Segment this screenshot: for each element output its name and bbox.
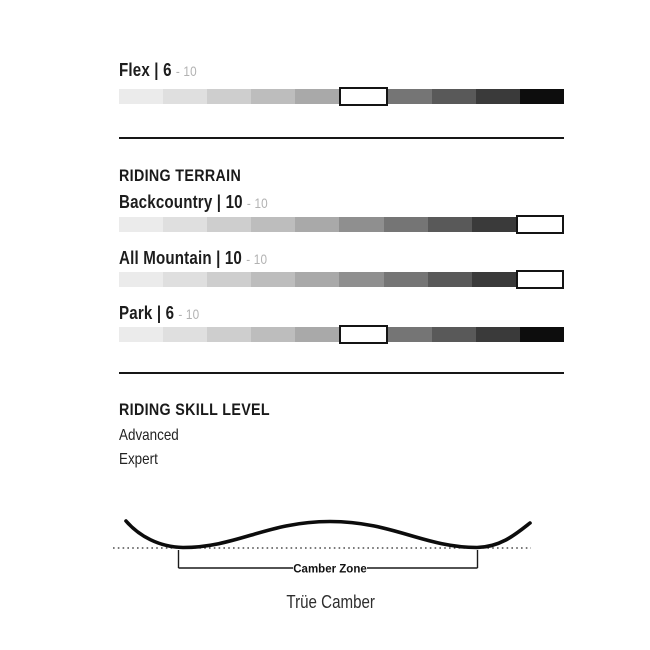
rating-highlight-segment xyxy=(516,270,564,289)
rating-segment xyxy=(428,272,472,287)
terrain-label-all-mountain: All Mountain | 10 - 10 xyxy=(119,248,268,268)
section-divider xyxy=(119,372,564,374)
rating-segment xyxy=(472,217,516,232)
skill-level-advanced: Advanced xyxy=(119,427,179,444)
rating-segment xyxy=(251,327,295,342)
camber-profile-curve xyxy=(126,521,530,548)
rating-segment xyxy=(384,217,428,232)
terrain-label-backcountry: Backcountry | 10 - 10 xyxy=(119,192,268,212)
flex-range: - 10 xyxy=(175,63,197,79)
rating-segment xyxy=(251,272,295,287)
rating-segment xyxy=(207,327,251,342)
rating-segment xyxy=(295,272,339,287)
rating-segment xyxy=(119,89,163,104)
rating-segment xyxy=(339,272,383,287)
terrain-label-park: Park | 6 - 10 xyxy=(119,303,200,323)
terrain-bar-backcountry xyxy=(119,217,564,232)
rating-segment xyxy=(163,89,207,104)
rating-segment xyxy=(520,327,564,342)
rating-segment xyxy=(520,89,564,104)
camber-diagram xyxy=(0,495,650,585)
skill-level-expert: Expert xyxy=(119,451,158,468)
rating-segment xyxy=(472,272,516,287)
rating-highlight-segment xyxy=(516,215,564,234)
rating-segment xyxy=(339,217,383,232)
terrain-bar-park xyxy=(119,327,564,342)
rating-segment xyxy=(119,217,163,232)
flex-title: Flex | 6 xyxy=(119,60,172,80)
rating-segment xyxy=(295,327,339,342)
rating-segment xyxy=(388,89,432,104)
rating-segment xyxy=(119,327,163,342)
camber-profile-name: Trüe Camber xyxy=(286,592,375,612)
riding-skill-heading: RIDING SKILL LEVEL xyxy=(119,400,270,419)
rating-segment xyxy=(295,89,339,104)
rating-highlight-segment xyxy=(339,87,387,106)
rating-segment xyxy=(207,217,251,232)
rating-segment xyxy=(163,217,207,232)
camber-zone-label: Camber Zone xyxy=(293,563,367,576)
rating-segment xyxy=(476,327,520,342)
section-divider xyxy=(119,137,564,139)
rating-segment xyxy=(207,89,251,104)
rating-segment xyxy=(432,327,476,342)
rating-segment xyxy=(163,327,207,342)
rating-segment xyxy=(428,217,472,232)
rating-segment xyxy=(251,217,295,232)
rating-segment xyxy=(432,89,476,104)
flex-rating-bar xyxy=(119,89,564,104)
riding-terrain-heading: RIDING TERRAIN xyxy=(119,166,242,185)
rating-segment xyxy=(207,272,251,287)
terrain-bar-all-mountain xyxy=(119,272,564,287)
rating-segment xyxy=(295,217,339,232)
rating-highlight-segment xyxy=(339,325,387,344)
flex-rating-label xyxy=(119,60,212,81)
rating-segment xyxy=(119,272,163,287)
rating-segment xyxy=(251,89,295,104)
rating-segment xyxy=(476,89,520,104)
rating-segment xyxy=(388,327,432,342)
rating-segment xyxy=(163,272,207,287)
rating-segment xyxy=(384,272,428,287)
